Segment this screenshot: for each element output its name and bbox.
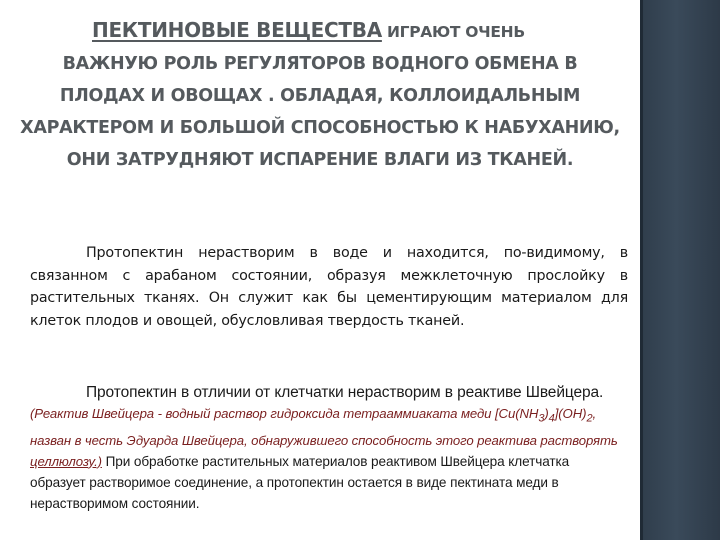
paragraph-1-text: Протопектин нерастворим в воде и находится, по-видимому, в связанном с арабаном состоянии, образуя межклеточную прослойку в растительных тканях. Он служит как бы цементирующим материалом для клеток плодов и овощей, обусловливая твердость тканей. bbox=[30, 245, 628, 329]
note-sub-2: 4 bbox=[548, 412, 555, 425]
note-part-d: , назван в честь Эдуарда Швейцера, обнаружившего способность этого реактива растворять bbox=[30, 406, 618, 448]
paragraph-2-tail: При обработке растительных материалов реактивом Швейцера клетчатка образует растворимое соединение, а протопектин остается в виде пектината меди в нерастворимом состоянии. bbox=[30, 453, 570, 511]
note-part-c: ](OH) bbox=[554, 406, 587, 421]
note-sub-1: 3 bbox=[538, 412, 545, 425]
note-part-a: (Реактив Швейцера - водный раствор гидроксида тетрааммиаката меди [Cu(NH bbox=[30, 406, 539, 421]
title-line-5: ОНИ ЗАТРУДНЯЮТ ИСПАРЕНИЕ ВЛАГИ ИЗ ТКАНЕЙ. bbox=[66, 150, 574, 170]
sidebar-edge bbox=[640, 0, 643, 540]
note-sub-3: 2 bbox=[586, 412, 593, 425]
slide-title bbox=[0, 14, 640, 176]
paragraph-protopectin bbox=[30, 242, 628, 332]
note-part-b: ) bbox=[544, 406, 549, 421]
paragraph-2-intro: Протопектин в отличии от клетчатки нерастворим в реактиве Швейцера. bbox=[86, 384, 604, 401]
paragraph-schweizer bbox=[30, 382, 628, 514]
title-line-2: ВАЖНУЮ РОЛЬ РЕГУЛЯТОРОВ ВОДНОГО ОБМЕНА В bbox=[62, 54, 578, 74]
title-line-1-rest: ИГРАЮТ ОЧЕНЬ bbox=[381, 23, 525, 41]
title-line-4: ХАРАКТЕРОМ И БОЛЬШОЙ СПОСОБНОСТЬЮ К НАБУХАНИЮ, bbox=[20, 118, 620, 138]
decorative-sidebar bbox=[640, 0, 720, 540]
title-lead: ПЕКТИНОВЫЕ ВЕЩЕСТВА bbox=[92, 18, 382, 42]
note-underlined: целлюлозу.) bbox=[30, 453, 102, 469]
title-line-1 bbox=[0, 14, 640, 48]
title-line-3: ПЛОДАХ И ОВОЩАХ . ОБЛАДАЯ, КОЛЛОИДАЛЬНЫМ bbox=[59, 86, 581, 106]
